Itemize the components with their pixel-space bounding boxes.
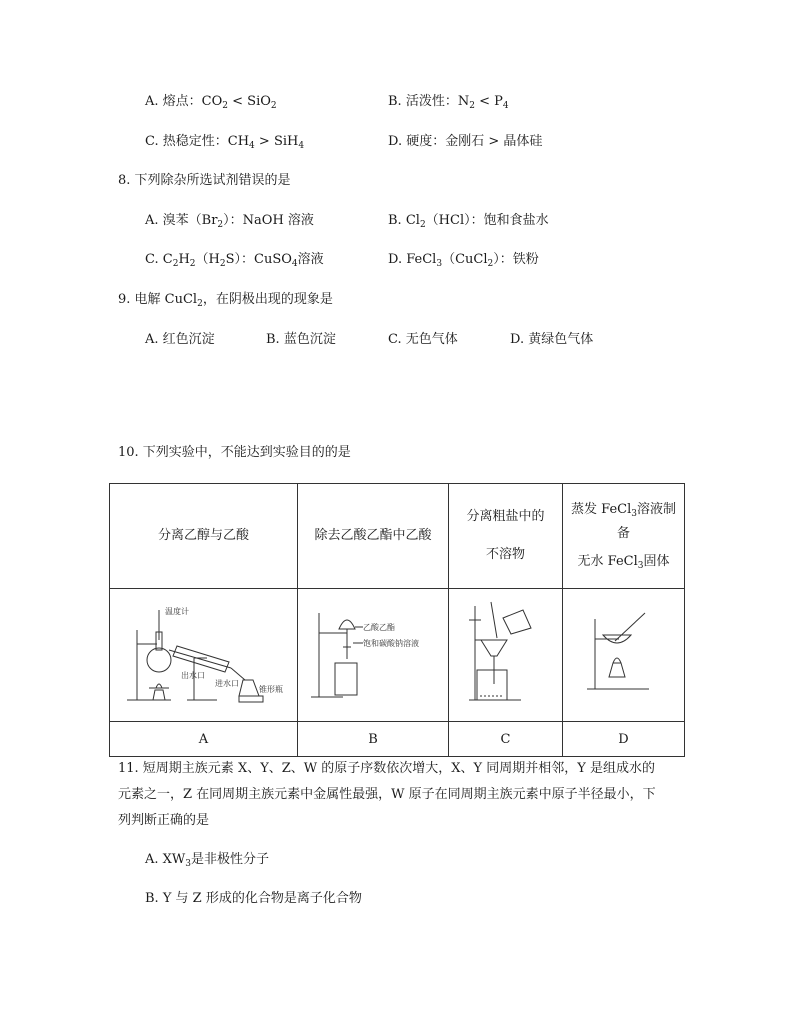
- separatory-funnel-apparatus: [303, 605, 443, 705]
- q10-stem: 10. 下列实验中，不能达到实验目的的是: [118, 445, 351, 460]
- distillation-apparatus: [119, 600, 289, 710]
- q7-option-d: D. 硬度：金刚石 > 晶体硅: [388, 134, 543, 149]
- q8-option-a: A. 溴苯$(Br_2)$：NaOH 溶液: [145, 213, 314, 230]
- label-a: A: [110, 722, 298, 757]
- q7-option-b: B. 活泼性：$N_2 < P_4$: [388, 94, 509, 111]
- q7-option-c: C. 热稳定性：$CH_4 > SiH_4$: [145, 134, 305, 151]
- q9-option-b: B. 蓝色沉淀: [266, 332, 336, 347]
- q11-stem-line3: 列判断正确的是: [118, 813, 210, 828]
- filtration-apparatus: [461, 600, 551, 710]
- q9-option-d: D. 黄绿色气体: [510, 332, 594, 347]
- q8-option-b: B. $Cl_2(HCl)$：饱和食盐水: [388, 213, 549, 230]
- apparatus-c-cell: [449, 589, 563, 722]
- label-solution: 饱和碳酸钠溶液: [363, 639, 419, 648]
- evaporation-apparatus: [579, 605, 669, 705]
- apparatus-a-cell: [110, 589, 298, 722]
- label-b: B: [298, 722, 449, 757]
- q11-option-b: B. Y 与 Z 形成的化合物是离子化合物: [145, 891, 362, 906]
- q8-stem: 8. 下列除杂所选试剂错误的是: [118, 173, 291, 188]
- q8-option-d: D. FeCl$_3$（CuCl$_2$）：铁粉: [388, 252, 539, 269]
- label-water-out: 出水口: [180, 671, 205, 680]
- q11-stem-line2: 元素之一，Z 在同周期主族元素中金属性最强，W 原子在同周期主族元素中原子半径最小，下: [118, 787, 656, 802]
- q10-experiment-table: [109, 483, 685, 757]
- q7-option-a: A. 熔点：$CO_2 < SiO_2$: [145, 94, 277, 111]
- label-flask: 锥形瓶: [258, 685, 283, 694]
- label-c: C: [449, 722, 563, 757]
- q9-option-a: A. 红色沉淀: [145, 332, 215, 347]
- apparatus-d-cell: [563, 589, 685, 722]
- q11-option-a: A. $XW_3$是非极性分子: [145, 852, 270, 869]
- q9-option-c: C. 无色气体: [388, 332, 458, 347]
- q8-option-c: C. $C_2H_2(H_2S)$：CuSO$_4$溶液: [145, 252, 324, 269]
- apparatus-b-cell: [298, 589, 449, 722]
- q9-stem: 9. 电解 CuCl$_2$，在阴极出现的现象是: [118, 292, 333, 309]
- header-c: 分离粗盐中的 不溶物: [449, 484, 563, 589]
- label-water-in: 进水口: [214, 679, 239, 688]
- q11-stem-line1: 11. 短周期主族元素 X、Y、Z、W 的原子序数依次增大，X、Y 同周期并相邻，Y 是组成水的: [118, 761, 655, 776]
- header-a: 分离乙醇与乙酸: [110, 484, 298, 589]
- label-d: D: [563, 722, 685, 757]
- header-b: 除去乙酸乙酯中乙酸: [298, 484, 449, 589]
- header-d: 蒸发 FeCl$_3$溶液制 备 无水 FeCl$_3$固体: [563, 484, 685, 589]
- label-thermometer: 温度计: [164, 607, 189, 616]
- label-ester: 乙酸乙酯: [363, 623, 395, 632]
